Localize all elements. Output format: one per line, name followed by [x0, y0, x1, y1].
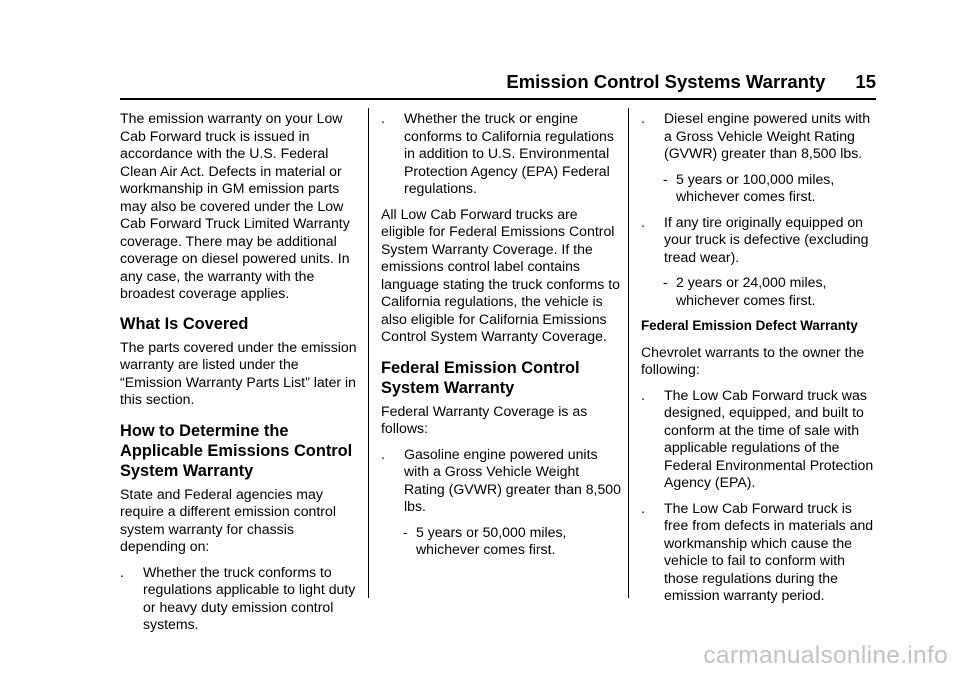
defect-paragraph: Chevrolet warrants to the owner the following: [641, 343, 865, 377]
column-1 [120, 110, 360, 642]
list-item [641, 110, 879, 163]
list-item-text: Diesel engine powered units with a Gross Vehicle Weight Rating (GVWR) greater than 8,500 lbs. [664, 110, 871, 161]
covered-paragraph: The parts covered under the emission warranty are listed under the “Emission Warranty Parts List” later in this section. [120, 338, 357, 407]
dash-marker: - [403, 523, 408, 540]
bullet-marker: . [641, 499, 645, 516]
list-item [120, 564, 360, 634]
sub-list-item-text: 5 years or 100,000 miles, whichever comes first. [676, 170, 835, 204]
list-item [381, 110, 621, 198]
determine-paragraph: State and Federal agencies may require a different emission control system warranty for chassis depending on: [120, 485, 336, 554]
section-heading-federal-warranty: Federal Emission Control System Warranty [381, 358, 580, 397]
list-item [641, 214, 879, 267]
column-2 [381, 110, 621, 567]
bullet-marker: . [381, 445, 385, 462]
list-item-text: If any tire originally equipped on your truck is defective (excluding tread wear). [664, 213, 869, 265]
list-item [641, 500, 879, 605]
list-item-text: Whether the truck or engine conforms to California regulations in addition to U.S. Environmental Protection Agency (EPA) Federal regulations. [404, 110, 614, 196]
column-divider [628, 108, 629, 598]
bullet-marker: . [120, 563, 124, 580]
watermark: carmanualsonline.info [703, 642, 948, 669]
bullet-marker: . [641, 110, 645, 126]
column-3 [641, 110, 879, 613]
page-number: 15 [855, 71, 876, 92]
list-item [381, 446, 621, 516]
page-title: Emission Control Systems Warranty [506, 71, 826, 92]
list-item-text: The Low Cab Forward truck was designed, equipped, and built to conform at the time of sale with applicable regulations of the Federal Environmental Protection Agency (EPA). [664, 386, 874, 490]
page-header [0, 71, 876, 93]
sub-list-item [663, 274, 879, 309]
coverage-paragraph: Federal Warranty Coverage is as follows: [381, 402, 588, 436]
list-item-text: The Low Cab Forward truck is free from defects in materials and workmanship which cause the vehicle to fail to conform with those regulations during the emission warranty period. [664, 499, 874, 603]
bullet-marker: . [641, 386, 645, 403]
section-heading-what-is-covered: What Is Covered [120, 314, 249, 333]
sub-list-item-text: 5 years or 50,000 miles, whichever comes first. [416, 523, 567, 557]
eligible-paragraph: All Low Cab Forward trucks are eligible for Federal Emissions Control System Warranty Coverage. If the emissions control label contains language stating the truck conforms to California regulations, the vehicle is also eligible for California Emissions Control System Warranty Coverage. [381, 205, 620, 344]
dash-marker: - [663, 170, 668, 187]
dash-marker: - [663, 274, 668, 290]
bullet-marker: . [381, 110, 385, 126]
intro-paragraph: The emission warranty on your Low Cab Forward truck is issued in accordance with the U.S. Federal Clean Air Act. Defects in material or workmanship in GM emission parts may also be covered under the Low Cab Forward Truck Limited Warranty coverage. There may be additional coverage on diesel powered units. In any case, the warranty with the broadest coverage applies. [120, 110, 350, 301]
sub-list-item [663, 171, 879, 206]
defect-warranty-label: Federal Emission Defect Warranty [641, 318, 858, 333]
list-item [641, 387, 879, 492]
column-divider [368, 108, 369, 598]
list-item-text: Whether the truck conforms to regulations applicable to light duty or heavy duty emission control systems. [143, 563, 356, 632]
section-heading-applicable-warranty: How to Determine the Applicable Emissions Control System Warranty [120, 421, 353, 480]
header-rule [120, 98, 876, 100]
list-item-text: Gasoline engine powered units with a Gross Vehicle Weight Rating (GVWR) greater than 8,500 lbs. [404, 445, 621, 514]
bullet-marker: . [641, 213, 645, 230]
sub-list-item [403, 524, 621, 559]
sub-list-item-text: 2 years or 24,000 miles, whichever comes first. [676, 274, 827, 308]
